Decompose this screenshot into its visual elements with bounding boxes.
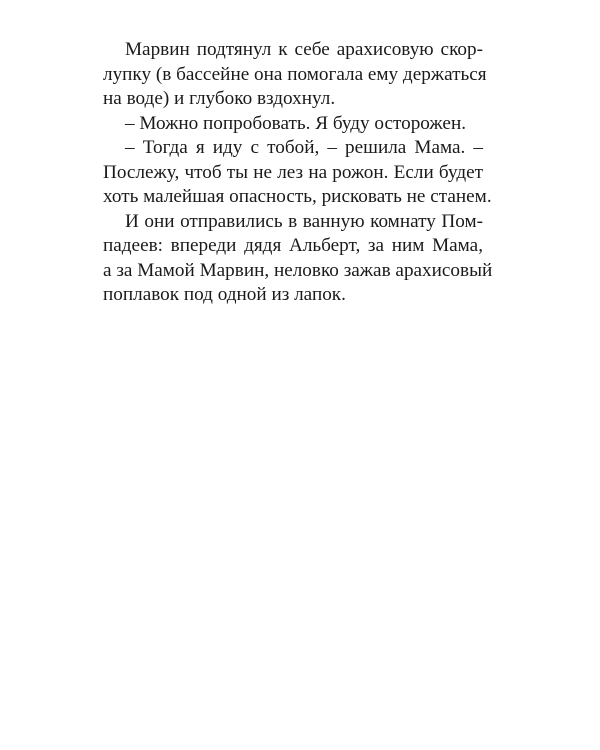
- paragraph-3-line-1: – Тогда я иду с тобой, – решила Мама. –: [125, 137, 483, 158]
- paragraph-4-line-2: падеев: впереди дядя Альберт, за ним Мама,: [103, 235, 483, 256]
- paragraph-1-line-2: лупку (в бассейне она помогала ему держаться: [103, 63, 487, 85]
- paragraph-1-line-3: на воде) и глубоко вздохнул.: [103, 88, 336, 109]
- paragraph-3-line-2: Послежу, чтоб ты не лез на рожон. Если будет: [103, 161, 483, 183]
- paragraph-4-line-4: поплавок под одной из лапок.: [103, 284, 346, 305]
- paragraph-4-line-3: а за Мамой Марвин, неловко зажав арахисовый: [103, 259, 493, 281]
- paragraph-2-line-1: – Можно попробовать. Я буду осторожен.: [125, 112, 467, 134]
- paragraph-4-line-1: И они отправились в ванную комнату Пом-: [125, 210, 483, 232]
- body-text: [103, 38, 493, 308]
- paragraph-3-line-3: хоть малейшая опасность, рисковать не станем.: [103, 186, 492, 207]
- paragraph-1-line-1: Марвин подтянул к себе арахисовую скор-: [125, 39, 483, 60]
